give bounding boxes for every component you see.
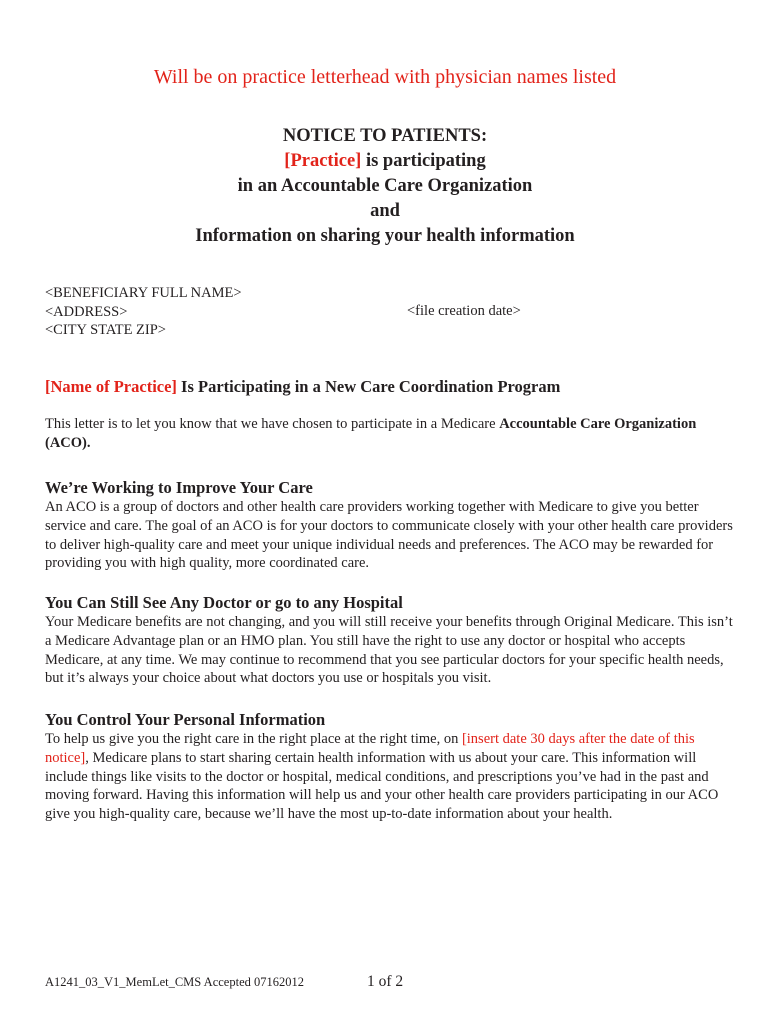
document-id: A1241_03_V1_MemLet_CMS Accepted 07162012 (45, 975, 305, 989)
beneficiary-street: <ADDRESS> (45, 303, 128, 320)
program-heading-rest: Is Participating in a New Care Coordination Program (176, 377, 561, 396)
title-line-3: in an Accountable Care Organization (237, 176, 533, 196)
personal-info-body (45, 730, 735, 824)
beneficiary-city: <CITY STATE ZIP> (45, 322, 166, 338)
file-creation-date: <file creation date> (407, 303, 521, 319)
recipient-address (45, 284, 242, 340)
program-body-bold: Accountable Care Organization (ACO). (45, 416, 697, 451)
program-body-text: This letter is to let you know that we have chosen to participate in a Medicare (45, 416, 500, 432)
title-line-2 (0, 149, 770, 174)
page-number: 1 of 2 (367, 973, 404, 990)
personal-info-heading: You Control Your Personal Information (45, 710, 326, 729)
practice-placeholder: [Practice] (284, 151, 362, 171)
title-line-5: Information on sharing your health information (195, 226, 575, 246)
letterhead-note: Will be on practice letterhead with physician names listed (153, 66, 617, 88)
name-of-practice-placeholder: [Name of Practice] (45, 377, 177, 396)
program-body (45, 415, 735, 453)
notice-title (0, 124, 770, 249)
program-section (45, 377, 735, 453)
doctor-heading: You Can Still See Any Doctor or go to any Hospital (45, 593, 403, 612)
title-line-4: and (370, 201, 400, 221)
beneficiary-name: <BENEFICIARY FULL NAME> (45, 285, 242, 301)
doctor-section (45, 593, 735, 688)
title-line-1: NOTICE TO PATIENTS: (282, 126, 488, 146)
improve-heading: We’re Working to Improve Your Care (45, 478, 313, 497)
improve-section (45, 478, 735, 573)
doctor-body: Your Medicare benefits are not changing, and you will still receive your benefits through Original Medicare. This isn’t a Medicare Advantage plan or an HMO plan. You still have the right to use any doctor or hospital who accepts Medicare, at any time. We may continue to recommend that you see particular doctors for your specific health needs, but it’s always your choice about what doctors you use or hospitals you visit. (45, 614, 733, 687)
personal-info-body-start: To help us give you the right care in the right place at the right time, on (45, 731, 462, 747)
personal-info-body-end: , Medicare plans to start sharing certain health information with us about your care. This information will include things like visits to the doctor or hospital, medical conditions, and prescriptions you’ve had in the past and moving forward. Having this information will help us and your other health care providers participating in our ACO give you high-quality care, because we’ll have the most up-to-date information about your health. (45, 749, 719, 823)
personal-info-section (45, 710, 735, 824)
improve-body: An ACO is a group of doctors and other health care providers working together with Medicare to give you better service and care. The goal of an ACO is for your doctors to communicate closely with your other health care providers to deliver high-quality care and meet your unique individual needs and preferences. The ACO may be rewarded for providing you with high quality, more coordinated care. (45, 499, 733, 572)
program-heading (45, 377, 735, 397)
insert-date-placeholder: [insert date 30 days after the date of this notice] (45, 731, 695, 766)
title-line-2-rest: is participating (361, 151, 486, 171)
